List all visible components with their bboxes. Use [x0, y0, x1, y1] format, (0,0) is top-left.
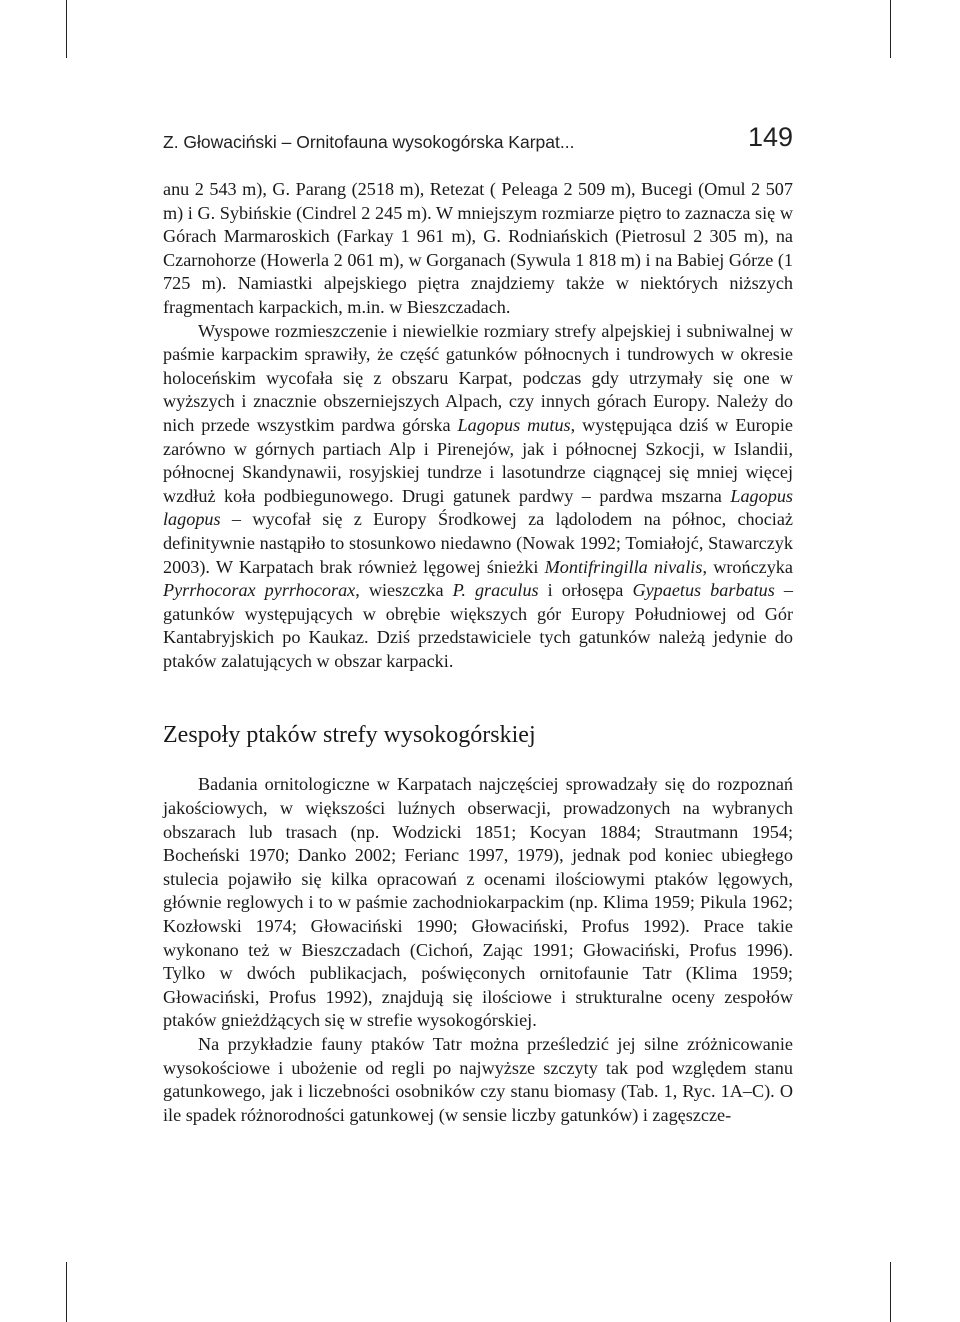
species-name: Gypaetus barbatus — [632, 580, 775, 601]
paragraph-3: Badania ornitologiczne w Karpatach najczęściej sprowadzały się do rozpoznań jakościowych, w większości luźnych obserwacji, prowadzonych na wybranych obszarach lub trasach (np. Wodzicki 1851; Kocyan 1884; Strautmann 1954; Bocheński 1970; Danko 2002; Ferianc 1997, 1979), jednak pod koniec ubiegłego stulecia pojawiło się kilka opracowań z ocenami ilościowymi ptaków lęgowych, głównie reglowych i to w paśmie zachodniokarpackim (np. Klima 1959; Pikula 1962; Kozłowski 1974; Głowaciński 1990; Głowaciński, Profus 1992). Prace takie wykonano też w Bieszczadach (Cichoń, Zając 1991; Głowaciński, Profus 1996). Tylko w dwóch publikacjach, poświęconych ornitofaunie Tatr (Klima 1959; Głowaciński, Profus 1992), znajdują się ilościowe i strukturalne oceny zespołów ptaków gnieżdżących się w strefie wysokogórskiej. — [163, 774, 793, 1031]
paragraph-4: Na przykładzie fauny ptaków Tatr można prześledzić jej silne zróżnicowanie wysokościowe i ubożenie od regli po najwyższe szczyty tak pod względem stanu gatunkowego, jak i liczebności osobników czy stanu biomasy (Tab. 1, Ryc. 1A–C). O ile spadek różnorodności gatunkowej (w sensie liczby gatunków) i zagęszcze- — [163, 1034, 793, 1125]
species-name: Montifringilla nivalis — [544, 556, 703, 577]
crop-mark-top-right — [890, 0, 891, 58]
page-number: 149 — [747, 122, 793, 152]
text-run: – gatunków występujących w obrębie większych gór Europy Południowej od Gór Kantabryjskich po Kaukaz. Dziś przedstawiciele tych gatunków należą jedynie do ptaków zalatujących w obszar karpacki. — [163, 580, 793, 671]
crop-mark-bottom-left — [66, 1262, 67, 1322]
species-name: Lagopus mutus — [457, 414, 571, 435]
text-run: , wrończyka — [702, 556, 793, 577]
text-run: – wycofał się z Europy Środkowej za lądolodem na północ, chociaż definitywnie nastąpiło to stosunkowo niedawno (Nowak 1992; Tomiałojć, Stawarczyk 2003). W Karpatach brak również lęgowej śnieżki — [163, 509, 793, 577]
text-run: , wieszczka — [355, 580, 453, 601]
running-title: Z. Głowaciński – Ornitofauna wysokogórska Karpat... — [163, 132, 575, 152]
text-run: , występująca dziś w Europie zarówno w górnych partiach Alp i Pirenejów, jak i północnej Szkocji, w Islandii, północnej Skandynawii, rosyjskiej tundrze i lasotundrze ciągnącej się mniej więcej wzdłuż koła podbiegunowego. Drugi gatunek pardwy – pardwa mszarna — [163, 414, 793, 506]
text-run: Wyspowe rozmieszczenie i niewielkie rozmiary strefy alpejskiej i subniwalnej w paśmie karpackim sprawiły, że część gatunków północnych i tundrowych w okresie holoceńskim wycofała się z obszaru Karpat, podczas gdy utrzymały się one w wyższych i znacznie obszerniejszych Alpach, czy innych górach Europy. Należy do nich przede wszystkim pardwa górska — [163, 320, 793, 435]
crop-mark-top-left — [66, 0, 67, 58]
crop-mark-bottom-right — [890, 1262, 891, 1322]
species-name: Lagopus lagopus — [163, 485, 793, 530]
species-name: Pyrrhocorax pyrrhocorax — [163, 580, 356, 601]
page-header — [163, 122, 793, 162]
text-run: i orłosępa — [538, 580, 633, 601]
species-name: P. graculus — [452, 580, 539, 601]
section-heading: Zespoły ptaków strefy wysokogórskiej — [163, 722, 536, 749]
paragraph-2 — [163, 320, 793, 674]
page-body — [163, 178, 793, 1127]
paragraph-1: anu 2 543 m), G. Parang (2518 m), Retezat ( Peleaga 2 509 m), Bucegi (Omul 2 507 m) i G. Sybińskie (Cindrel 2 245 m). W mniejszym rozmiarze piętro to zaznacza się w Górach Marmaroskich (Farkay 1 961 m), G. Rodniańskich (Pietrosul 2 305 m), na Czarnohorze (Howerla 2 061 m), w Gorganach (Sywula 1 818 m) i na Babiej Górze (1 725 m). Namiastki alpejskiego piętra znajdziemy także w niektórych niższych fragmentach karpackich, m.in. w Bieszczadach. — [163, 179, 793, 317]
